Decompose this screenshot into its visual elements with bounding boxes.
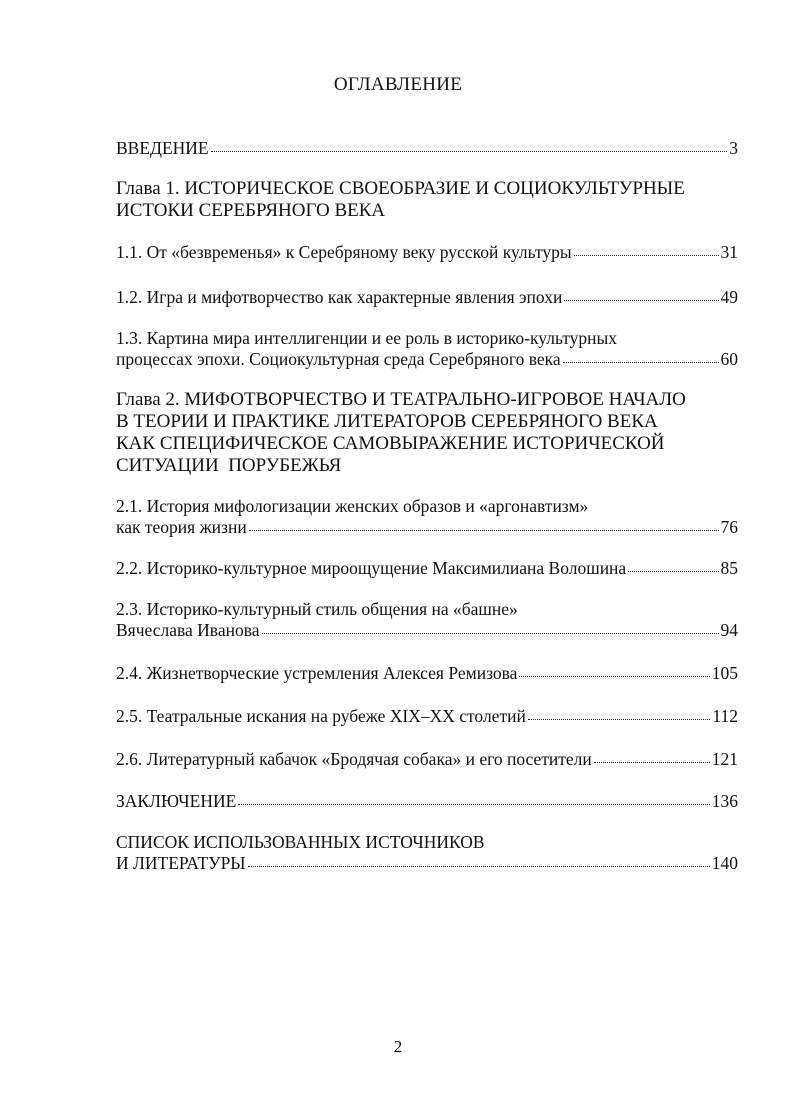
toc-entry-2-6[interactable] <box>116 749 738 770</box>
toc-entry-2-2[interactable] <box>116 558 738 579</box>
toc-entry-2-4[interactable] <box>116 663 738 684</box>
toc-entry-title: 2.2. Историко-культурное мироощущение Максимилиана Волошина <box>116 558 627 578</box>
dot-leader <box>519 662 709 677</box>
toc-heading-line: СИТУАЦИИ ПОРУБЕЖЬЯ <box>116 455 342 476</box>
toc-entry-2-5[interactable] <box>116 706 738 727</box>
toc-entry-bibliography[interactable] <box>116 832 738 874</box>
toc-entry-title-line: 2.3. Историко-культурный стиль общения на «башне» <box>116 599 518 619</box>
page-number: 2 <box>393 1037 403 1056</box>
toc-entry-title: 1.1. От «безвременья» к Серебряному веку русской культуры <box>116 242 572 262</box>
toc-chapter-2-heading[interactable] <box>116 389 738 477</box>
toc-page-number: 3 <box>729 138 738 158</box>
toc-entry-title-line: 2.1. История мифологизации женских образов и «аргонавтизм» <box>116 496 589 516</box>
toc-entry-title-line: 1.3. Картина мира интеллигенции и ее роль в историко-культурных <box>116 328 618 348</box>
toc-entry-title: ЗАКЛЮЧЕНИЕ <box>116 791 237 811</box>
toc-chapter-1-heading[interactable] <box>116 178 738 222</box>
toc-heading-line: ИСТОКИ СЕРЕБРЯНОГО ВЕКА <box>116 200 386 221</box>
toc-entry-2-3[interactable] <box>116 599 738 641</box>
toc-page-number: 94 <box>720 620 738 640</box>
dot-leader <box>564 286 718 301</box>
toc-heading-line: В ТЕОРИИ И ПРАКТИКЕ ЛИТЕРАТОРОВ СЕРЕБРЯНОГО ВЕКА <box>116 411 658 432</box>
toc-page-number: 31 <box>720 242 738 262</box>
toc-entry-title: 2.6. Литературный кабачок «Бродячая собака» и его посетители <box>116 749 592 769</box>
toc-entry-conclusion[interactable] <box>116 791 738 812</box>
toc-entry-title: И ЛИТЕРАТУРЫ <box>116 853 246 873</box>
toc-page-number: 76 <box>720 517 738 537</box>
toc-entry-1-1[interactable] <box>116 242 738 263</box>
dot-leader <box>594 748 710 763</box>
dot-leader <box>262 619 719 634</box>
toc-entry-1-2[interactable] <box>116 287 738 308</box>
dot-leader <box>248 852 710 867</box>
toc-entry-1-3[interactable] <box>116 328 738 370</box>
toc-entry-title: 2.4. Жизнетворческие устремления Алексея Ремизова <box>116 663 518 683</box>
toc-page-number: 60 <box>720 349 738 369</box>
dot-leader <box>211 137 728 152</box>
dot-leader <box>528 705 711 720</box>
toc-entry-title-line: СПИСОК ИСПОЛЬЗОВАННЫХ ИСТОЧНИКОВ <box>116 832 485 852</box>
toc-entry-title: Вячеслава Иванова <box>116 620 260 640</box>
dot-leader <box>238 790 709 805</box>
dot-leader <box>249 516 719 531</box>
toc-entry-2-1[interactable] <box>116 496 738 538</box>
toc-heading-line: Глава 2. МИФОТВОРЧЕСТВО И ТЕАТРАЛЬНО-ИГРОВОЕ НАЧАЛО <box>116 389 686 410</box>
toc-page-number: 85 <box>720 558 738 578</box>
toc-entry-introduction[interactable] <box>116 138 738 159</box>
toc-page-number: 121 <box>711 749 738 769</box>
toc-entry-title: как теория жизни <box>116 517 247 537</box>
toc-entry-title: 1.2. Игра и мифотворчество как характерные явления эпохи <box>116 287 563 307</box>
toc-page-number: 112 <box>712 706 738 726</box>
toc-page-number: 49 <box>720 287 738 307</box>
toc-entry-title: процессах эпохи. Социокультурная среда Серебряного века <box>116 349 561 369</box>
dot-leader <box>563 348 719 363</box>
dot-leader <box>574 241 719 256</box>
toc-entry-title: ВВЕДЕНИЕ <box>116 138 209 158</box>
toc-page-number: 140 <box>711 853 738 873</box>
toc-heading-line: Глава 1. ИСТОРИЧЕСКОЕ СВОЕОБРАЗИЕ И СОЦИОКУЛЬТУРНЫЕ <box>116 178 685 199</box>
page-title: ОГЛАВЛЕНИЕ <box>333 74 463 95</box>
toc-page-number: 105 <box>711 663 738 683</box>
toc-heading-line: КАК СПЕЦИФИЧЕСКОЕ САМОВЫРАЖЕНИЕ ИСТОРИЧЕСКОЙ <box>116 433 665 454</box>
dot-leader <box>628 557 718 572</box>
toc-entry-title: 2.5. Театральные искания на рубеже XIX–XX столетий <box>116 706 526 726</box>
toc-page-number: 136 <box>711 791 738 811</box>
